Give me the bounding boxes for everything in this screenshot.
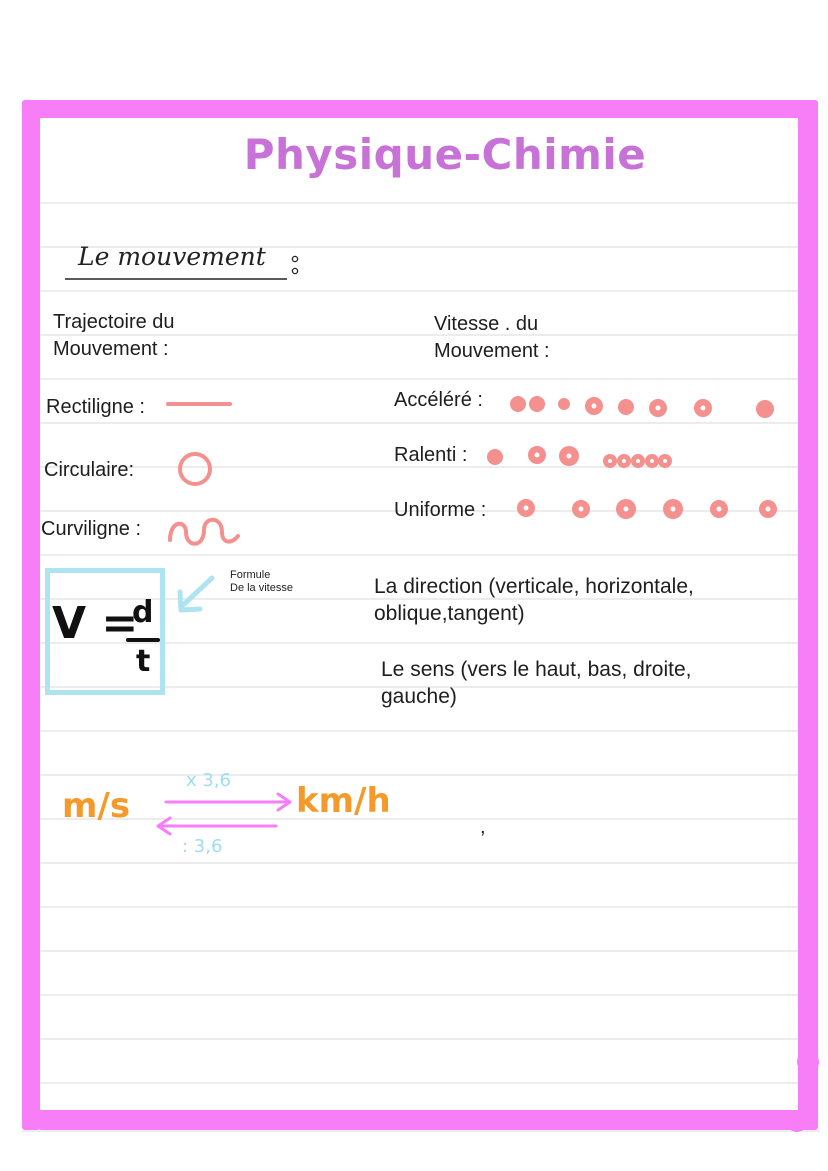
speed-heading-line2: Mouvement : <box>434 340 550 362</box>
unit-ms: m/s <box>62 786 131 826</box>
circulaire-label: Circulaire: <box>44 459 135 481</box>
sens-line1: Le sens (vers le haut, bas, droite, <box>381 658 692 681</box>
multiply-label: x 3,6 <box>186 770 231 791</box>
formula-t: t <box>136 644 151 679</box>
stray-mark: , <box>480 816 486 838</box>
sens-line2: gauche) <box>381 685 457 708</box>
curviligne-label: Curviligne : <box>41 518 142 540</box>
divide-label: : 3,6 <box>182 836 223 857</box>
formula-d: d <box>132 595 154 630</box>
section-heading-text: Le mouvement <box>78 242 266 271</box>
accelere-label: Accéléré : <box>394 389 483 411</box>
direction-line1: La direction (verticale, horizontale, <box>374 575 694 598</box>
ralenti-label: Ralenti : <box>394 444 468 466</box>
trajectory-heading-line2: Mouvement : <box>53 338 169 360</box>
formula-v: V = <box>52 598 139 649</box>
rectiligne-label: Rectiligne : <box>46 396 145 418</box>
formula-note-line2: De la vitesse <box>230 582 293 594</box>
unit-kmh: km/h <box>296 781 391 821</box>
page-title: Physique-Chimie <box>243 130 647 179</box>
speed-heading-line1: Vitesse . du <box>434 313 539 335</box>
trajectory-heading-line1: Trajectoire du <box>53 311 175 333</box>
formula-note-line1: Formule <box>230 569 271 581</box>
direction-line2: oblique,tangent) <box>374 602 525 625</box>
uniforme-label: Uniforme : <box>394 499 487 521</box>
